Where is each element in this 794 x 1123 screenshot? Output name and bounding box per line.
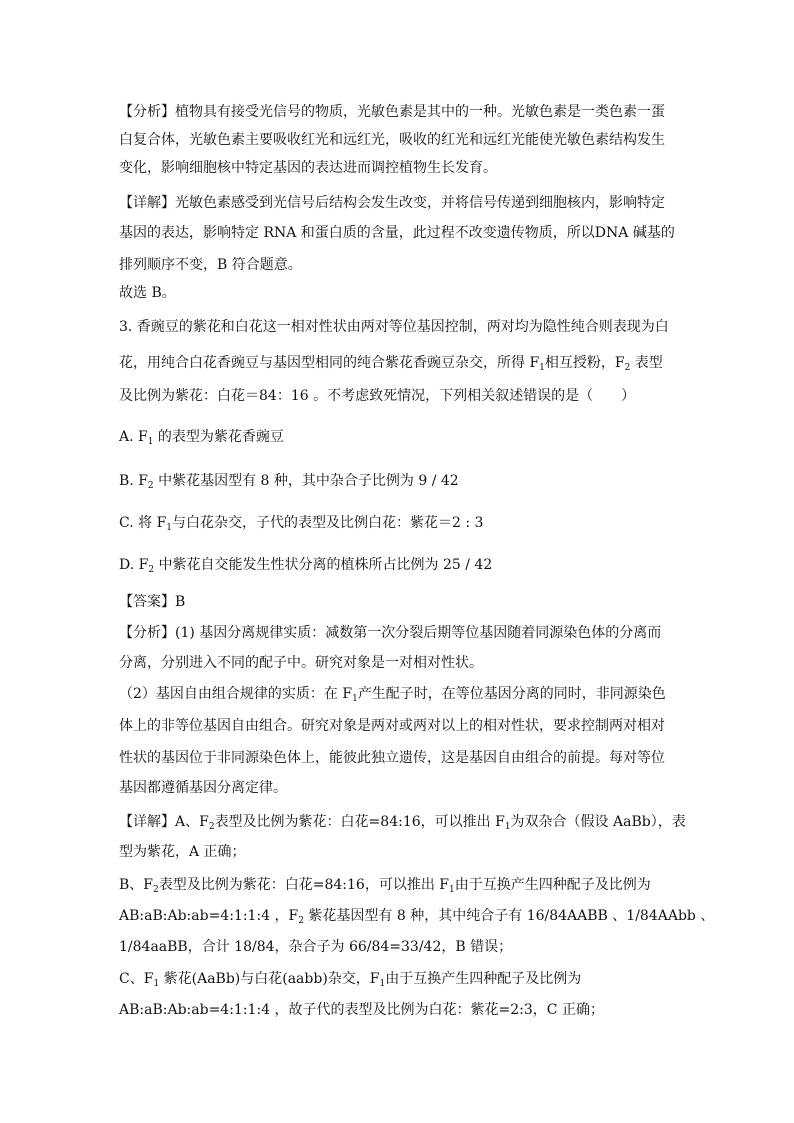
question-stem: 3. 香豌豆的紫花和白花这一相对性状由两对等位基因控制，两对均为隐性纯合则表现为白 <box>119 319 669 335</box>
question-stem: 花，用纯合白花香豌豆与基因型相同的纯合紫花香豌豆杂交，所得 $F_1$相互授粉，$F_2$ 表型 <box>119 355 663 373</box>
text-line: 白复合体，光敏色素主要吸收红光和远红光，吸收的红光和远红光能使光敏色素结构发生 <box>119 132 665 148</box>
text-line: 变化，影响细胞核中特定基因的表达进而调控植物生长发育。 <box>119 160 497 176</box>
text-line: 分离，分别进入不同的配子中。研究对象是一对相对性状。 <box>119 655 483 671</box>
text-line: 型为紫花，A 正确； <box>119 844 246 860</box>
text-line: 体上的非等位基因自由组合。研究对象是两对或两对以上的相对性状，要求控制两对相对 <box>119 718 665 734</box>
text-line: 【分析】植物具有接受光信号的物质，光敏色素是其中的一种。光敏色素是一类色素一蛋 <box>119 104 665 120</box>
question-stem: 及比例为紫花：白花＝84：16 。不考虑致死情况，下列相关叙述错误的是（ ） <box>119 388 636 404</box>
text-line: 基因的表达，影响特定 RNA 和蛋白质的含量，此过程不改变遗传物质，所以DNA 碱基的 <box>119 225 675 241</box>
answer-line: 【答案】B <box>119 594 186 610</box>
text-line: 故选 B。 <box>119 285 176 301</box>
text-line: 基因都遵循基因分离定律。 <box>119 780 287 796</box>
text-line: 【详解】A、$F_2$表型及比例为紫花：白花=84:16，可以推出 $F_1$为双杂合（假设 AaBb），表 <box>119 814 686 832</box>
text-line: C、$F_1$ 紫花(AaBb)与白花(aabb)杂交，$F_1$由于互换产生四种配子及比例为 <box>119 971 582 989</box>
text-line: 排列顺序不变，B 符合题意。 <box>119 257 302 273</box>
option-b: B. $F_2$ 中紫花基因型有 8 种，其中杂合子比例为 9 / 42 <box>119 473 459 491</box>
text-line: AB:aB:Ab:ab=4:1:1:4 ，$F_2$ 紫花基因型有 8 种，其中纯合子有 16/84AABB 、1/84AAbb 、 <box>119 908 715 926</box>
text-line: 性状的基因位于非同源染色体上，能彼此独立遗传，这是基因自由组合的前提。每对等位 <box>119 750 665 766</box>
text-line: 【详解】光敏色素感受到光信号后结构会发生改变，并将信号传递到细胞核内，影响特定 <box>119 195 665 211</box>
option-d: D. $F_2$ 中紫花自交能发生性状分离的植株所占比例为 25 / 42 <box>119 557 493 575</box>
text-line: （2）基因自由组合规律的实质：在 $F_1$产生配子时，在等位基因分离的同时，非同源染色 <box>119 686 666 704</box>
text-line: B、$F_2$表型及比例为紫花：白花=84:16，可以推出 $F_1$由于互换产生四种配子及比例为 <box>119 877 651 895</box>
option-c: C. 将 $F_1$与白花杂交，子代的表型及比例白花：紫花＝2 : 3 <box>119 515 484 533</box>
text-line: 【分析】(1) 基因分离规律实质：减数第一次分裂后期等位基因随着同源染色体的分离而 <box>119 625 662 641</box>
option-a: A. $F_1$ 的表型为紫花香豌豆 <box>119 429 284 447</box>
text-line: AB:aB:Ab:ab=4:1:1:4 ，故子代的表型及比例为白花：紫花=2:3，C 正确； <box>119 1002 604 1018</box>
text-line: 1/84aaBB，合计 18/84，杂合子为 66/84=33/42，B 错误； <box>119 939 513 955</box>
